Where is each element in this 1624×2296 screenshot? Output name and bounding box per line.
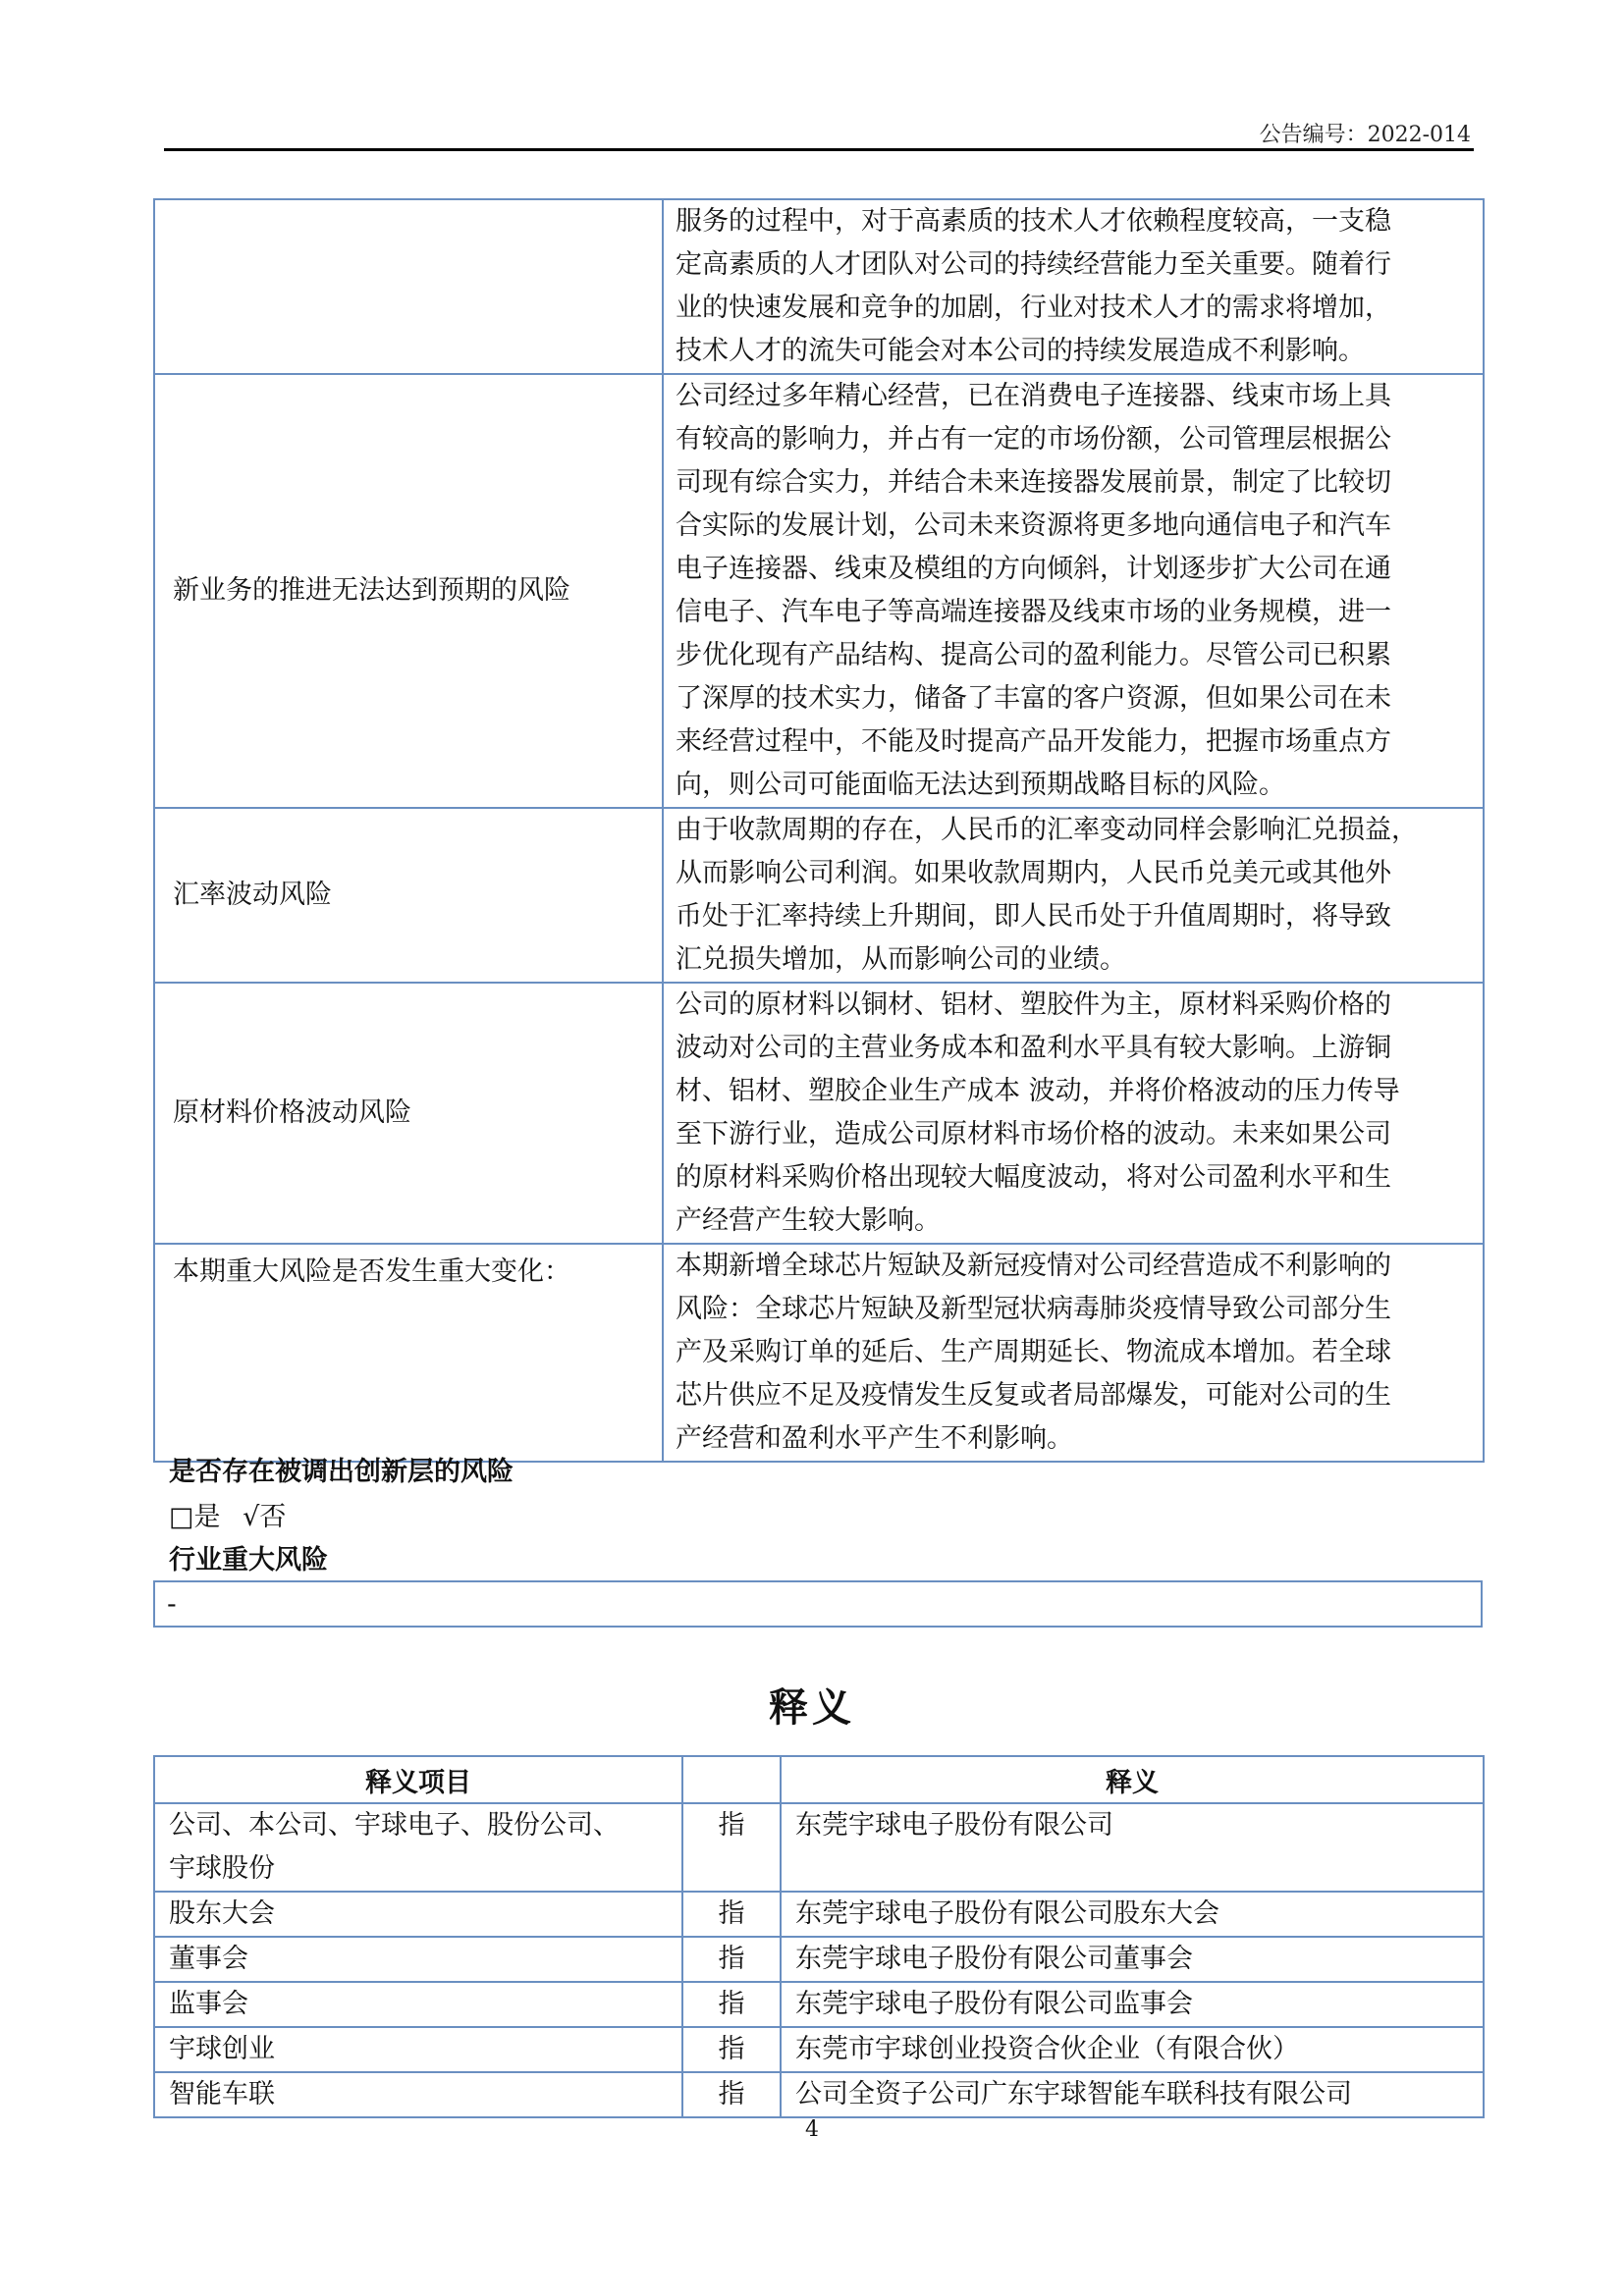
header-divider <box>164 148 1474 151</box>
risk-desc-line: 司现有综合实力，并结合未来连接器发展前景，制定了比较切 <box>676 467 1391 498</box>
risk-desc-line: 电子连接器、线束及模组的方向倾斜，计划逐步扩大公司在通 <box>676 554 1391 584</box>
delisting-risk-options <box>169 1495 286 1533</box>
definition-zhi: 指 <box>682 2027 781 2072</box>
risk-desc-line: 有较高的影响力，并占有一定的市场份额，公司管理层根据公 <box>676 424 1391 454</box>
definition-term: 董事会 <box>154 1937 682 1982</box>
definition-meaning: 东莞市宇球创业投资合伙企业（有限合伙） <box>781 2027 1484 2072</box>
announcement-code: 公告编号：2022-014 <box>1259 123 1471 147</box>
risk-change-label: 本期重大风险是否发生重大变化： <box>154 1244 663 1462</box>
definition-meaning: 东莞宇球电子股份有限公司 <box>781 1803 1484 1892</box>
definition-row <box>154 1982 1484 2027</box>
risk-desc-line: 汇兑损失增加，从而影响公司的业绩。 <box>676 944 1126 975</box>
header-meaning: 释义 <box>781 1756 1484 1803</box>
definition-zhi: 指 <box>682 1803 781 1892</box>
definition-meaning: 公司全资子公司广东宇球智能车联科技有限公司 <box>781 2072 1484 2117</box>
risk-desc-line: 至下游行业，造成公司原材料市场价格的波动。未来如果公司 <box>676 1119 1391 1149</box>
delisting-risk-title: 是否存在被调出创新层的风险 <box>169 1457 514 1487</box>
risk-row <box>154 808 1484 983</box>
risk-desc-line: 技术人才的流失可能会对本公司的持续发展造成不利影响。 <box>676 336 1365 366</box>
term-line: 公司、本公司、宇球电子、股份公司、 <box>169 1810 620 1841</box>
industry-risk-title: 行业重大风险 <box>169 1545 328 1575</box>
risk-desc-line: 波动对公司的主营业务成本和盈利水平具有较大影响。上游铜 <box>676 1033 1391 1063</box>
risk-desc-line: 信电子、汽车电子等高端连接器及线束市场的业务规模，进一 <box>676 597 1391 627</box>
risk-desc-line: 产经营产生较大影响。 <box>676 1205 941 1236</box>
risk-description <box>663 983 1484 1244</box>
definition-meaning: 东莞宇球电子股份有限公司股东大会 <box>781 1892 1484 1937</box>
risk-table <box>153 198 1485 1463</box>
definition-row <box>154 1892 1484 1937</box>
definition-term: 智能车联 <box>154 2072 682 2117</box>
risk-desc-line: 了深厚的技术实力，储备了丰富的客户资源，但如果公司在未 <box>676 683 1391 714</box>
risk-name <box>154 199 663 374</box>
risk-description <box>663 1244 1484 1462</box>
definitions-header-row <box>154 1756 1484 1803</box>
option-yes-label: 是 <box>193 1502 221 1532</box>
risk-name: 新业务的推进无法达到预期的风险 <box>154 374 663 808</box>
risk-desc-line: 本期新增全球芯片短缺及新冠疫情对公司经营造成不利影响的 <box>676 1251 1391 1281</box>
definition-row <box>154 1937 1484 1982</box>
definition-term: 监事会 <box>154 1982 682 2027</box>
definition-zhi: 指 <box>682 1982 781 2027</box>
risk-desc-line: 向，则公司可能面临无法达到预期战略目标的风险。 <box>676 770 1285 800</box>
definition-row <box>154 2072 1484 2117</box>
header-term: 释义项目 <box>154 1756 682 1803</box>
definitions-table <box>153 1755 1485 2118</box>
risk-desc-line: 来经营过程中，不能及时提高产品开发能力，把握市场重点方 <box>676 726 1391 757</box>
header-blank <box>682 1756 781 1803</box>
risk-desc-line: 风险：全球芯片短缺及新型冠状病毒肺炎疫情导致公司部分生 <box>676 1294 1391 1324</box>
risk-desc-line: 产及采购订单的延后、生产周期延长、物流成本增加。若全球 <box>676 1337 1391 1367</box>
definition-zhi: 指 <box>682 1892 781 1937</box>
risk-desc-line: 合实际的发展计划，公司未来资源将更多地向通信电子和汽车 <box>676 510 1391 541</box>
definition-row <box>154 2027 1484 2072</box>
definition-row <box>154 1803 1484 1892</box>
definition-zhi: 指 <box>682 2072 781 2117</box>
risk-row <box>154 1244 1484 1462</box>
definition-term <box>154 1803 682 1892</box>
risk-desc-line: 公司经过多年精心经营，已在消费电子连接器、线束市场上具 <box>676 381 1391 411</box>
risk-desc-line: 从而影响公司利润。如果收款周期内，人民币兑美元或其他外 <box>676 858 1391 888</box>
risk-desc-line: 由于收款周期的存在，人民币的汇率变动同样会影响汇兑损益， <box>676 815 1418 845</box>
risk-desc-line: 定高素质的人才团队对公司的持续经营能力至关重要。随着行 <box>676 249 1391 280</box>
risk-row <box>154 983 1484 1244</box>
risk-desc-line: 服务的过程中，对于高素质的技术人才依赖程度较高，一支稳 <box>676 206 1391 237</box>
definition-term: 宇球创业 <box>154 2027 682 2072</box>
risk-desc-line: 步优化现有产品结构、提高公司的盈利能力。尽管公司已积累 <box>676 640 1391 670</box>
risk-description <box>663 374 1484 808</box>
risk-row <box>154 374 1484 808</box>
term-line: 宇球股份 <box>169 1853 275 1884</box>
risk-desc-line: 币处于汇率持续上升期间，即人民币处于升值周期时，将导致 <box>676 901 1391 932</box>
definition-meaning: 东莞宇球电子股份有限公司董事会 <box>781 1937 1484 1982</box>
definition-term: 股东大会 <box>154 1892 682 1937</box>
page-number: 4 <box>805 2117 819 2142</box>
definition-zhi: 指 <box>682 1937 781 1982</box>
risk-desc-line: 产经营和盈利水平产生不利影响。 <box>676 1423 1073 1454</box>
risk-description <box>663 199 1484 374</box>
risk-name: 汇率波动风险 <box>154 808 663 983</box>
checkbox-icon: □ <box>169 1502 194 1532</box>
checkmark-icon: √ <box>243 1502 260 1532</box>
definitions-title: 释义 <box>769 1685 855 1731</box>
risk-desc-line: 的原材料采购价格出现较大幅度波动，将对公司盈利水平和生 <box>676 1162 1391 1193</box>
industry-risk-table <box>153 1580 1483 1628</box>
risk-desc-line: 芯片供应不足及疫情发生反复或者局部爆发，可能对公司的生 <box>676 1380 1391 1411</box>
risk-description <box>663 808 1484 983</box>
option-no-label: 否 <box>259 1502 287 1532</box>
industry-risk-content: - <box>154 1581 1482 1627</box>
risk-row <box>154 199 1484 374</box>
risk-desc-line: 公司的原材料以铜材、铝材、塑胶件为主，原材料采购价格的 <box>676 989 1391 1020</box>
risk-desc-line: 业的快速发展和竞争的加剧，行业对技术人才的需求将增加， <box>676 293 1391 323</box>
definition-meaning: 东莞宇球电子股份有限公司监事会 <box>781 1982 1484 2027</box>
risk-name: 原材料价格波动风险 <box>154 983 663 1244</box>
risk-desc-line: 材、铝材、塑胶企业生产成本 波动，并将价格波动的压力传导 <box>676 1076 1400 1106</box>
